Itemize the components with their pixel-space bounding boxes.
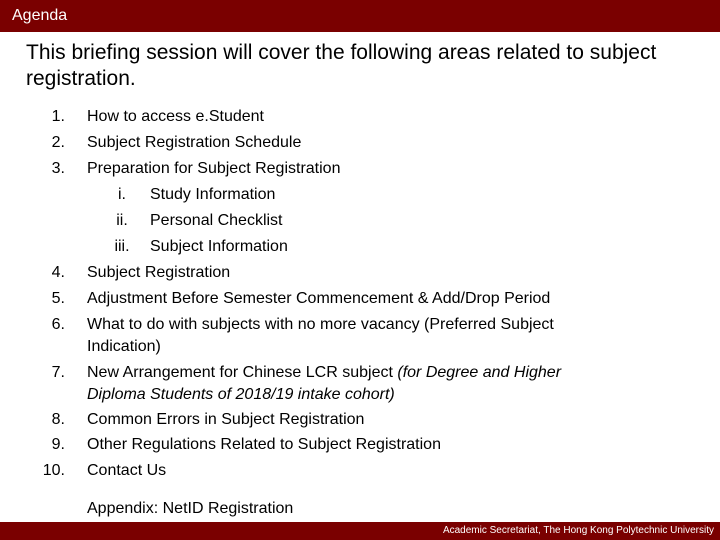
item-number: 5.: [51, 290, 65, 307]
subitem-text: Personal Checklist: [150, 212, 283, 229]
item-text-italic-continuation: Diploma Students of 2018/19 intake cohort): [87, 386, 395, 403]
item-number: 8.: [51, 411, 65, 428]
item-text: Subject Registration: [87, 264, 231, 281]
item-text-continuation: Indication): [87, 338, 161, 355]
slide-title: Agenda: [12, 7, 68, 24]
subitem-number: ii.: [116, 212, 128, 229]
item-text-plain: New Arrangement for Chinese LCR subject: [87, 364, 398, 381]
item-number: 4.: [51, 264, 65, 281]
item-text-italic: (for Degree and Higher: [397, 364, 562, 381]
item-number: 10.: [42, 462, 65, 479]
item-number: 2.: [51, 134, 65, 151]
header-bar: [0, 0, 720, 32]
subitem-number: iii.: [114, 238, 130, 255]
item-text: How to access e.Student: [87, 108, 264, 125]
intro-text: This briefing session will cover the following areas related to subject registration.: [26, 41, 657, 90]
footer-bar: [0, 522, 720, 540]
item-text: Adjustment Before Semester Commencement & Add/Drop Period: [87, 290, 551, 307]
appendix-text: Appendix: NetID Registration: [87, 500, 294, 517]
subitem-text: Subject Information: [150, 238, 288, 255]
item-number: 7.: [51, 364, 65, 381]
item-text: Common Errors in Subject Registration: [87, 411, 365, 428]
footer-text: Academic Secretariat, The Hong Kong Polytechnic University: [442, 525, 714, 536]
item-text: Contact Us: [87, 462, 167, 479]
item-number: 9.: [51, 436, 65, 453]
item-text: [87, 363, 561, 383]
item-number: 6.: [51, 316, 65, 333]
item-number: 3.: [51, 160, 65, 177]
item-number: 1.: [51, 108, 65, 125]
item-text: Subject Registration Schedule: [87, 134, 302, 151]
subitem-number: i.: [118, 186, 126, 203]
item-text: Other Regulations Related to Subject Registration: [87, 436, 441, 453]
item-text: Preparation for Subject Registration: [87, 160, 341, 177]
subitem-text: Study Information: [150, 186, 276, 203]
item-text: What to do with subjects with no more vacancy (Preferred Subject: [87, 316, 554, 333]
